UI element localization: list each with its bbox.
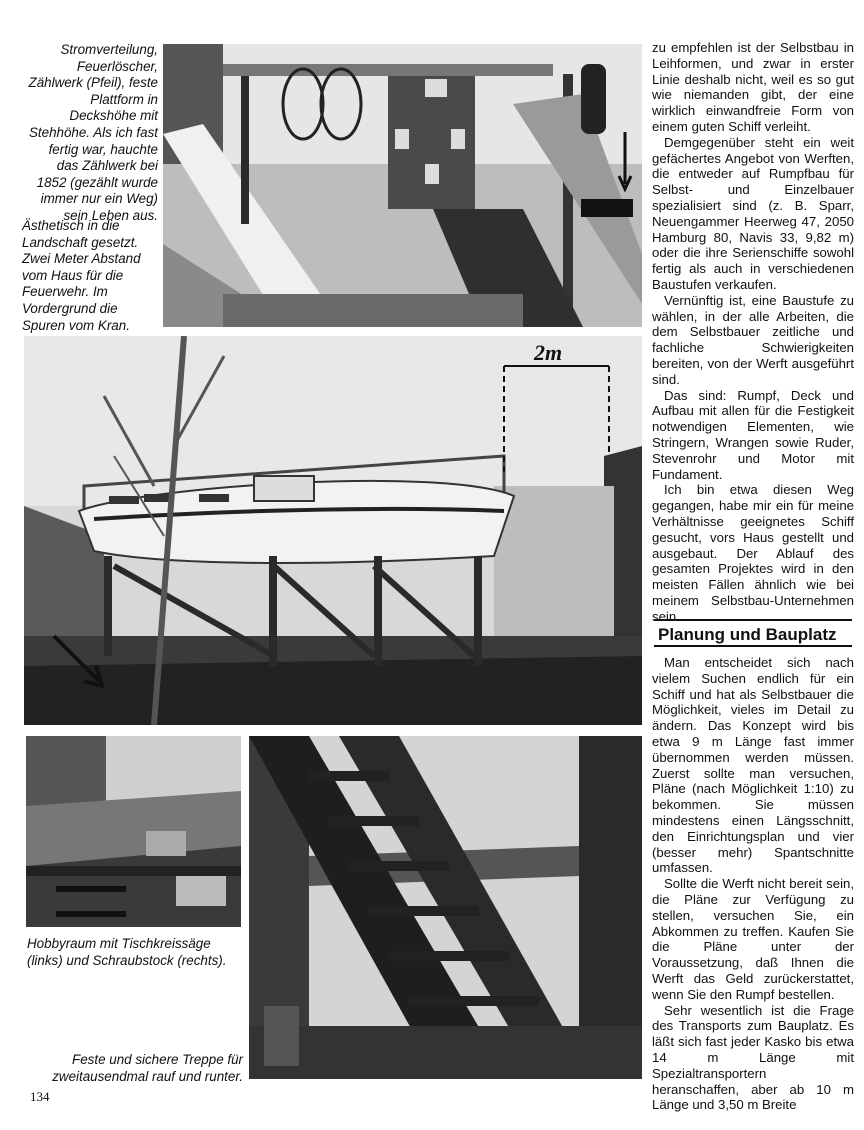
article-paragraph: Vernünftig ist, eine Baustufe zu wählen, in der alle Arbeiten, die dem Selbstbauer zeitliche und fachliche Schwierigkeiten bereiten, von der Werft ausgeführt sind. — [652, 292, 854, 387]
distance-label: 2m — [534, 340, 563, 365]
article-paragraph: Ich bin etwa diesen Weg gegangen, habe mir ein für meine Verhältnisse geeignetes Schiff gesucht, vors Haus gestellt und ausgebaut. Der Ablauf des gesamten Projektes wird in den meisten Fällen ähnlich wie bei meinem Selbstbau-Unternehmen sein. — [652, 482, 854, 624]
section-heading: Planung und Bauplatz — [654, 619, 852, 647]
article-paragraph: Das sind: Rumpf, Deck und Aufbau mit allen für die Festigkeit notwendigen Elementen, wie Stringern, Wrangen sowie Ruder, Stevenrohr und Motor mit Fundament. — [652, 387, 854, 482]
photo-staircase — [249, 736, 642, 1079]
caption-staircase: Feste und sichere Treppe für zweitausendmal rauf und runter. — [52, 1052, 243, 1084]
page-number: 134 — [30, 1089, 50, 1104]
article-column-top — [652, 40, 854, 624]
caption-power-distribution: Stromverteilung, Feuerlöscher, Zählwerk (Pfeil), feste Plattform in Deckshöhe mit Stehhöhe. Als ich fast fertig war, hauchte das Zählwerk bei 1852 (gezählt wurde immer nur ein Weg) sein Leben aus. — [28, 42, 158, 223]
article-paragraph: Sollte die Werft nicht bereit sein, die Pläne zur Verfügung zu stellen, versuchen Sie, ein Abkommen zu treffen. Kaufen Sie die Pläne unter der Voraussetzung, daß Ihnen die Werft das Geld zurückerstattet, wenn Sie den Rumpf bestellen. — [652, 876, 854, 1002]
caption-landscape: Ästhetisch in die Landschaft gesetzt. Zwei Meter Abstand vom Haus für die Feuerwehr. Im Vordergrund die Spuren vom Kran. — [22, 218, 141, 333]
article-paragraph: Man entscheidet sich nach vielem Suchen endlich für ein Schiff und hat als Selbstbauer die Möglichkeit, vieles im Detail zu ändern. Das Konzept wird bis etwa 9 m Länge fast immer übernommen werden müssen. Zuerst sollte man versuchen, Pläne (nach Möglichkeit 1:10) zu bekommen. Sie müssen mindestens einen Längsschnitt, den Einrichtungsplan und vier (besser mehr) Spantschnitte umfassen. — [652, 655, 854, 876]
article-paragraph: Demgegenüber steht ein weit gefächertes Angebot von Werften, die entweder auf Rumpfbau für Selbst- und Einzelbauer spezialisiert sind (z. B. Sparr, Neuengammer Heerweg 47, 2050 Hamburg 80, Navis 33, 9,82 m) oder die ihre Serienschiffe sowohl fertig als auch in verschiedenen Baustufen verkaufen. — [652, 134, 854, 292]
photo-boat-site — [24, 336, 642, 725]
article-paragraph: zu empfehlen ist der Selbstbau in Leihformen, und zwar in erster Linie deshalb nicht, weil es so gut wie niemanden gibt, der eine wirklich einwandfreie Form von einem guten Schiff verleiht. — [652, 40, 854, 134]
article-paragraph: Sehr wesentlich ist die Frage des Transports zum Bauplatz. Es läßt sich fast jeder Kasko bis etwa 14 m Länge mit Spezialtransportern heranschaffen, aber ab 10 m Länge und 3,50 m Breite — [652, 1002, 854, 1113]
photo-hobby-room — [26, 736, 241, 927]
photo-power-distribution — [163, 44, 642, 327]
article-column-bottom — [652, 655, 854, 1113]
caption-hobby-room: Hobbyraum mit Tischkreissäge (links) und Schraubstock (rechts). — [27, 936, 227, 968]
